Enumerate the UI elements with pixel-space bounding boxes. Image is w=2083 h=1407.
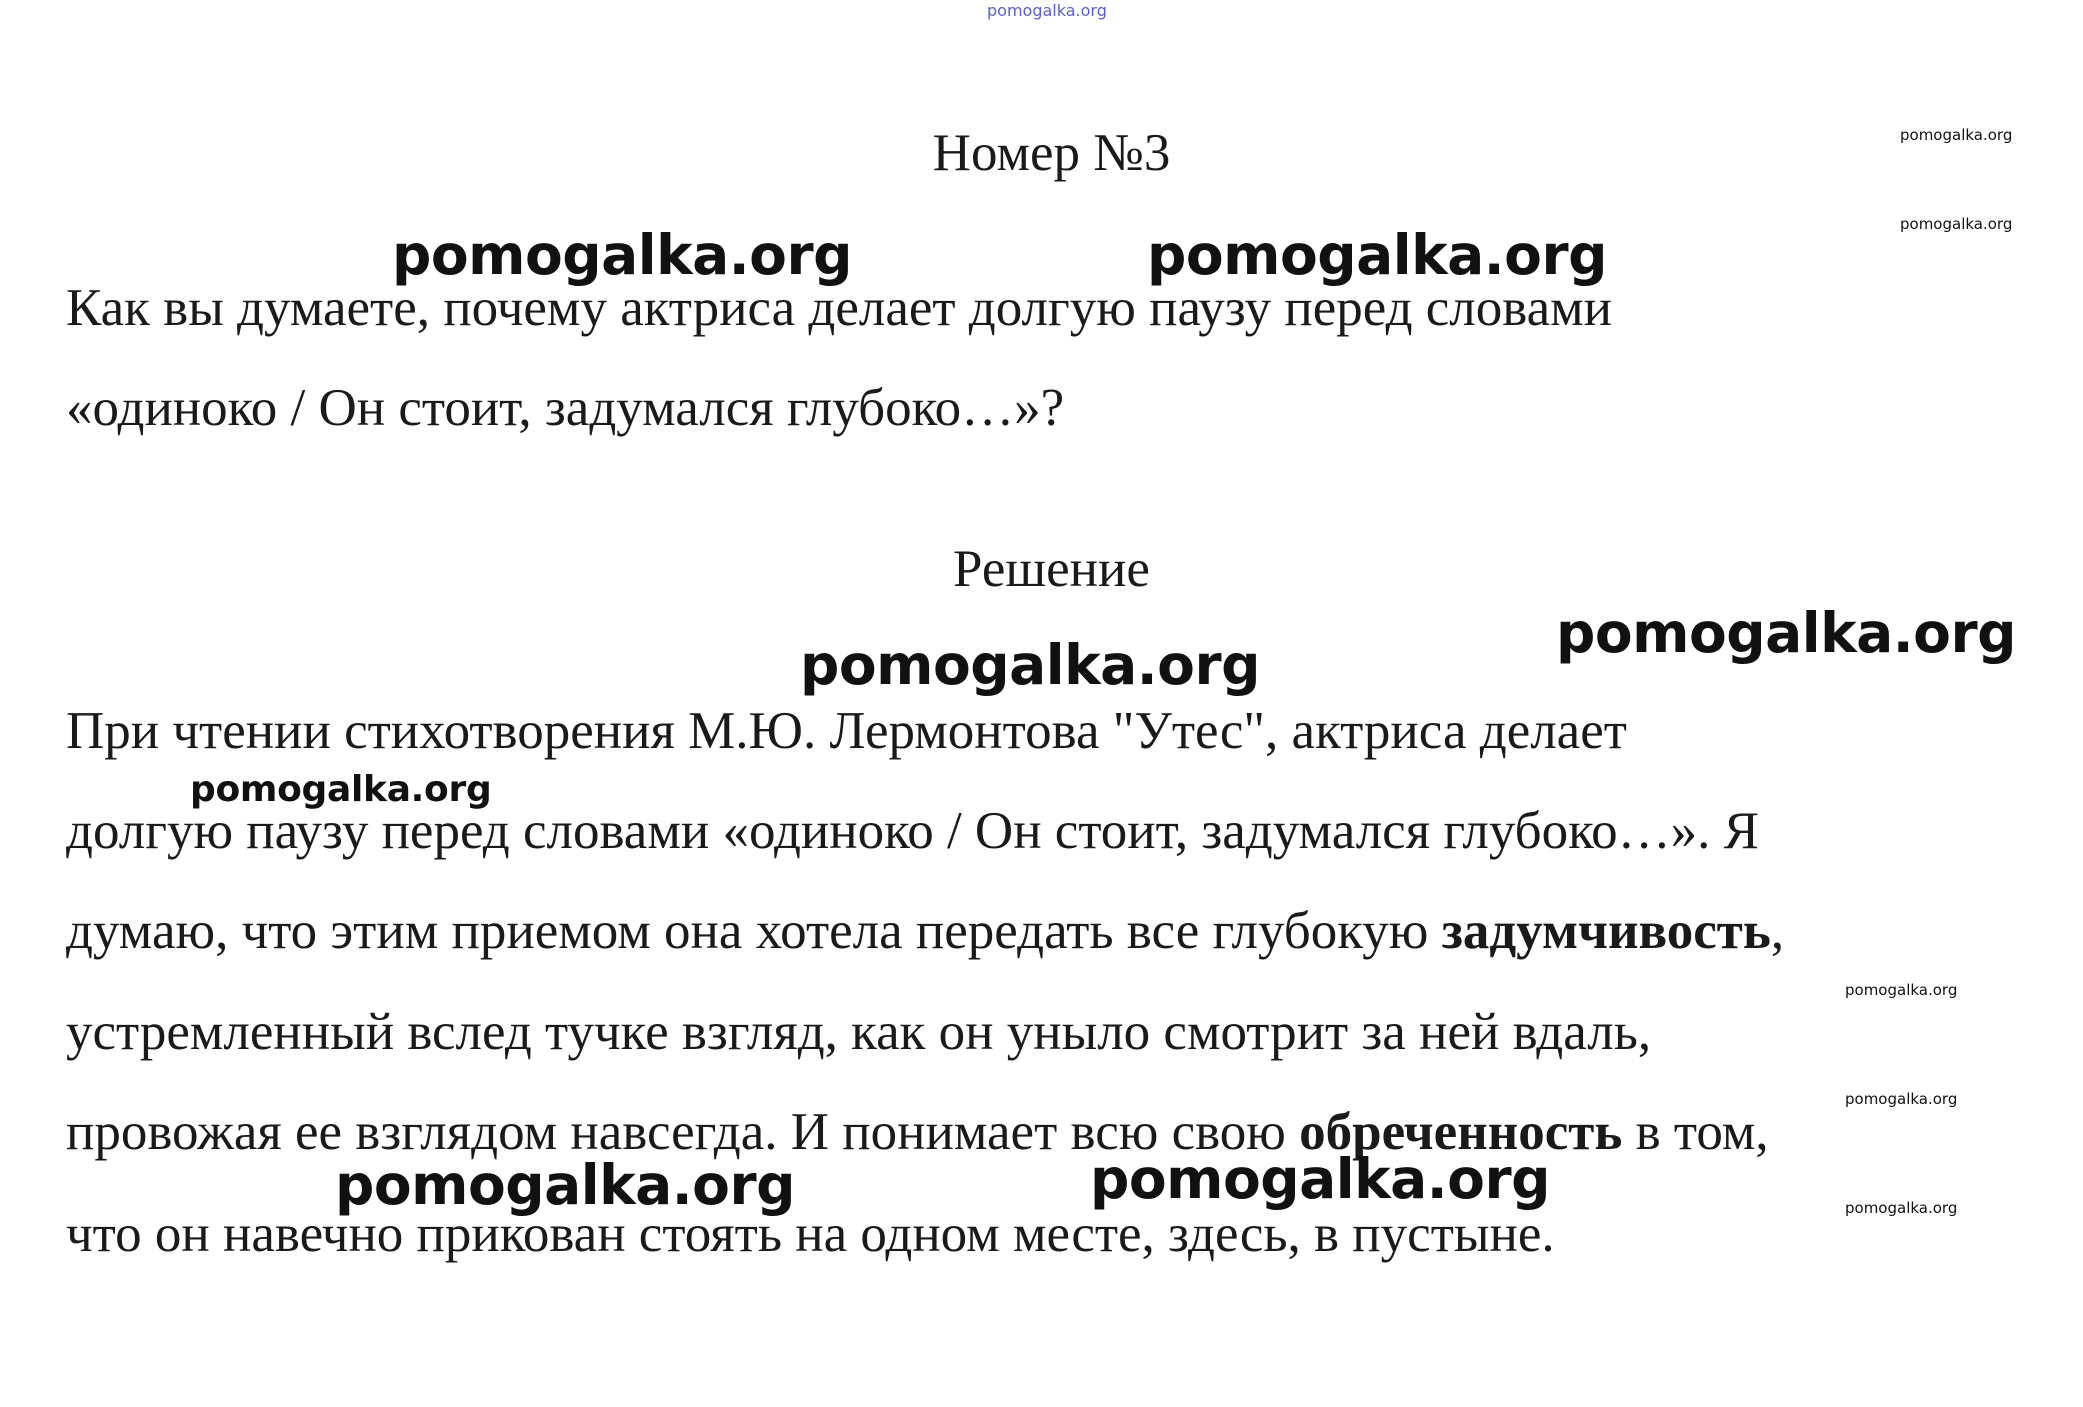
watermark-medium: pomogalka.org — [190, 769, 492, 810]
watermark-small: pomogalka.org — [1900, 126, 2013, 144]
top-watermark-link[interactable]: pomogalka.org — [987, 1, 1107, 20]
emphasis-zadumchivost: задумчивость — [1441, 902, 1771, 960]
page-title: Номер №3 — [932, 124, 1171, 182]
watermark-large: pomogalka.org — [1147, 223, 1607, 287]
emphasis-obrechennost: обреченность — [1299, 1103, 1623, 1161]
solution-heading: Решение — [953, 540, 1150, 598]
watermark-large: pomogalka.org — [1090, 1147, 1550, 1211]
watermark-large: pomogalka.org — [335, 1153, 795, 1217]
answer-line-3 — [66, 902, 1785, 960]
answer-line-3-punct: , — [1770, 902, 1785, 960]
answer-line-4: устремленный вслед тучке взгляд, как он уныло смотрит за ней вдаль, — [66, 1003, 1652, 1061]
answer-line-5-tail: в том, — [1622, 1103, 1769, 1161]
watermark-small: pomogalka.org — [1845, 1199, 1958, 1217]
watermark-small: pomogalka.org — [1900, 215, 2013, 233]
watermark-large: pomogalka.org — [392, 223, 852, 287]
question-line-2: «одиноко / Он стоит, задумался глубоко…»? — [66, 379, 1065, 437]
answer-line-3-text: думаю, что этим приемом она хотела передать все глубокую — [66, 902, 1442, 960]
answer-line-2: долгую паузу перед словами «одиноко / Он стоит, задумался глубоко…». Я — [66, 802, 1759, 860]
answer-line-1: При чтении стихотворения М.Ю. Лермонтова "Утес", актриса делает — [66, 702, 1627, 760]
watermark-large: pomogalka.org — [800, 633, 1260, 697]
answer-line-5-text: провожая ее взглядом навсегда. И понимает всю свою — [66, 1103, 1300, 1161]
watermark-small: pomogalka.org — [1845, 1090, 1958, 1108]
answer-line-6: что он навечно прикован стоять на одном месте, здесь, в пустыне. — [66, 1205, 1555, 1263]
question-line-1: Как вы думаете, почему актриса делает долгую паузу перед словами — [66, 279, 1613, 337]
watermark-large: pomogalka.org — [1556, 601, 2016, 665]
watermark-small: pomogalka.org — [1845, 981, 1958, 999]
